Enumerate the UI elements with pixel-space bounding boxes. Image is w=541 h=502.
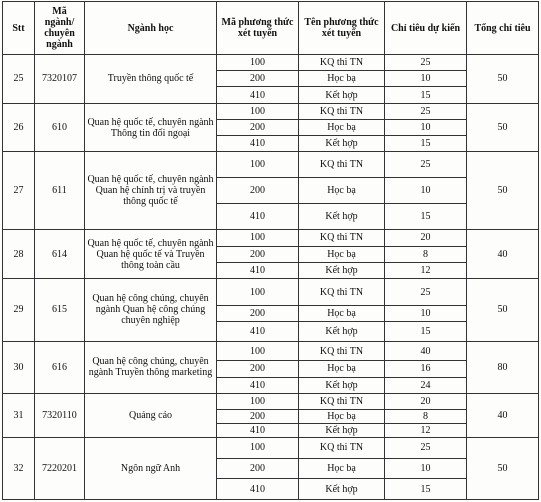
cell-major-code: 7220201 <box>35 438 85 500</box>
cell-method-name: Học bạ <box>299 306 385 322</box>
cell-quota: 20 <box>385 230 467 246</box>
cell-quota: 10 <box>385 458 467 479</box>
cell-method-name: KQ thi TN <box>299 230 385 246</box>
cell-method-name: Kết hợp <box>299 479 385 500</box>
cell-method-name: KQ thi TN <box>299 341 385 360</box>
cell-major-name: Quan hệ quốc tế, chuyên ngành Thông tin đối ngoại <box>85 103 217 152</box>
cell-method-code: 200 <box>217 361 299 377</box>
cell-method-name: Học bạ <box>299 71 385 87</box>
cell-total-quota: 50 <box>467 438 539 500</box>
header-stt: Stt <box>3 2 35 55</box>
cell-quota: 15 <box>385 322 467 341</box>
cell-method-code: 410 <box>217 262 299 278</box>
cell-method-code: 200 <box>217 306 299 322</box>
cell-method-name: Kết hợp <box>299 377 385 393</box>
cell-major-code: 7320107 <box>35 55 85 104</box>
cell-major-name: Quan hệ công chúng, chuyên ngành Quan hệ công chúng chuyên nghiệp <box>85 279 217 342</box>
cell-major-code: 615 <box>35 279 85 342</box>
cell-major-name: Quảng cáo <box>85 393 217 437</box>
cell-quota: 12 <box>385 262 467 278</box>
cell-quota: 10 <box>385 306 467 322</box>
cell-major-code: 611 <box>35 152 85 230</box>
cell-method-name: Kết hợp <box>299 204 385 230</box>
cell-quota: 16 <box>385 361 467 377</box>
cell-quota: 20 <box>385 393 467 409</box>
cell-stt: 29 <box>3 279 35 342</box>
header-major-code: Mã ngành/ chuyên ngành <box>35 2 85 55</box>
cell-stt: 32 <box>3 438 35 500</box>
cell-method-name: KQ thi TN <box>299 438 385 459</box>
table-row <box>3 103 539 119</box>
cell-method-name: Kết hợp <box>299 322 385 341</box>
cell-method-code: 100 <box>217 393 299 409</box>
cell-method-name: Học bạ <box>299 361 385 377</box>
cell-major-name: Quan hệ công chúng, chuyên ngành Truyền thông marketing <box>85 341 217 393</box>
cell-method-code: 100 <box>217 438 299 459</box>
table-header-row <box>3 2 539 55</box>
cell-method-code: 200 <box>217 119 299 135</box>
cell-method-code: 100 <box>217 230 299 246</box>
cell-quota: 15 <box>385 87 467 103</box>
cell-quota: 15 <box>385 136 467 152</box>
table-row <box>3 230 539 246</box>
cell-method-name: Kết hợp <box>299 262 385 278</box>
cell-method-name: KQ thi TN <box>299 393 385 409</box>
cell-major-name: Quan hệ quốc tế, chuyên ngành Quan hệ chính trị và truyền thông quốc tế <box>85 152 217 230</box>
cell-stt: 25 <box>3 55 35 104</box>
cell-method-code: 100 <box>217 341 299 360</box>
cell-method-code: 410 <box>217 377 299 393</box>
cell-quota: 15 <box>385 204 467 230</box>
cell-major-code: 7320110 <box>35 393 85 437</box>
cell-quota: 25 <box>385 55 467 71</box>
cell-major-code: 610 <box>35 103 85 152</box>
cell-method-name: Học bạ <box>299 410 385 424</box>
admission-quota-table <box>2 1 539 500</box>
cell-stt: 27 <box>3 152 35 230</box>
cell-method-name: Học bạ <box>299 246 385 262</box>
cell-stt: 26 <box>3 103 35 152</box>
cell-method-name: KQ thi TN <box>299 152 385 178</box>
cell-method-name: Học bạ <box>299 458 385 479</box>
cell-quota: 12 <box>385 424 467 438</box>
cell-major-code: 616 <box>35 341 85 393</box>
header-major-name: Ngành học <box>85 2 217 55</box>
table-row <box>3 55 539 71</box>
table-row <box>3 438 539 459</box>
cell-method-name: Học bạ <box>299 178 385 204</box>
cell-method-code: 100 <box>217 103 299 119</box>
cell-total-quota: 50 <box>467 152 539 230</box>
cell-method-code: 200 <box>217 458 299 479</box>
table-body <box>3 55 539 500</box>
cell-quota: 25 <box>385 152 467 178</box>
header-total-quota: Tổng chỉ tiêu <box>467 2 539 55</box>
cell-method-code: 100 <box>217 279 299 306</box>
cell-method-code: 410 <box>217 87 299 103</box>
cell-method-name: Kết hợp <box>299 424 385 438</box>
cell-method-code: 410 <box>217 204 299 230</box>
cell-method-name: Kết hợp <box>299 87 385 103</box>
cell-method-code: 410 <box>217 322 299 341</box>
table-row <box>3 279 539 306</box>
cell-method-code: 200 <box>217 410 299 424</box>
cell-method-code: 200 <box>217 178 299 204</box>
cell-quota: 10 <box>385 119 467 135</box>
cell-quota: 25 <box>385 103 467 119</box>
table-row <box>3 341 539 360</box>
cell-stt: 31 <box>3 393 35 437</box>
cell-method-name: KQ thi TN <box>299 103 385 119</box>
cell-method-code: 410 <box>217 479 299 500</box>
cell-total-quota: 50 <box>467 55 539 104</box>
table-row <box>3 152 539 178</box>
cell-stt: 28 <box>3 230 35 279</box>
cell-total-quota: 80 <box>467 341 539 393</box>
cell-stt: 30 <box>3 341 35 393</box>
cell-quota: 8 <box>385 246 467 262</box>
cell-method-code: 200 <box>217 71 299 87</box>
cell-quota: 24 <box>385 377 467 393</box>
header-method-code: Mã phương thức xét tuyển <box>217 2 299 55</box>
table-row <box>3 393 539 409</box>
cell-method-code: 410 <box>217 136 299 152</box>
cell-major-name: Quan hệ quốc tế, chuyên ngành Quan hệ quốc tế và Truyền thông toàn cầu <box>85 230 217 279</box>
cell-quota: 25 <box>385 279 467 306</box>
cell-method-code: 410 <box>217 424 299 438</box>
cell-total-quota: 40 <box>467 230 539 279</box>
cell-quota: 40 <box>385 341 467 360</box>
cell-method-code: 200 <box>217 246 299 262</box>
cell-quota: 8 <box>385 410 467 424</box>
cell-quota: 10 <box>385 71 467 87</box>
cell-quota: 10 <box>385 178 467 204</box>
header-quota: Chỉ tiêu dự kiến <box>385 2 467 55</box>
cell-quota: 15 <box>385 479 467 500</box>
cell-method-code: 100 <box>217 152 299 178</box>
cell-major-name: Ngôn ngữ Anh <box>85 438 217 500</box>
cell-total-quota: 50 <box>467 279 539 342</box>
cell-method-name: KQ thi TN <box>299 279 385 306</box>
cell-major-code: 614 <box>35 230 85 279</box>
cell-method-name: Học bạ <box>299 119 385 135</box>
cell-total-quota: 50 <box>467 103 539 152</box>
header-method-name: Tên phương thức xét tuyển <box>299 2 385 55</box>
cell-method-name: Kết hợp <box>299 136 385 152</box>
cell-method-code: 100 <box>217 55 299 71</box>
cell-method-name: KQ thi TN <box>299 55 385 71</box>
cell-major-name: Truyền thông quốc tế <box>85 55 217 104</box>
cell-quota: 25 <box>385 438 467 459</box>
cell-total-quota: 40 <box>467 393 539 437</box>
